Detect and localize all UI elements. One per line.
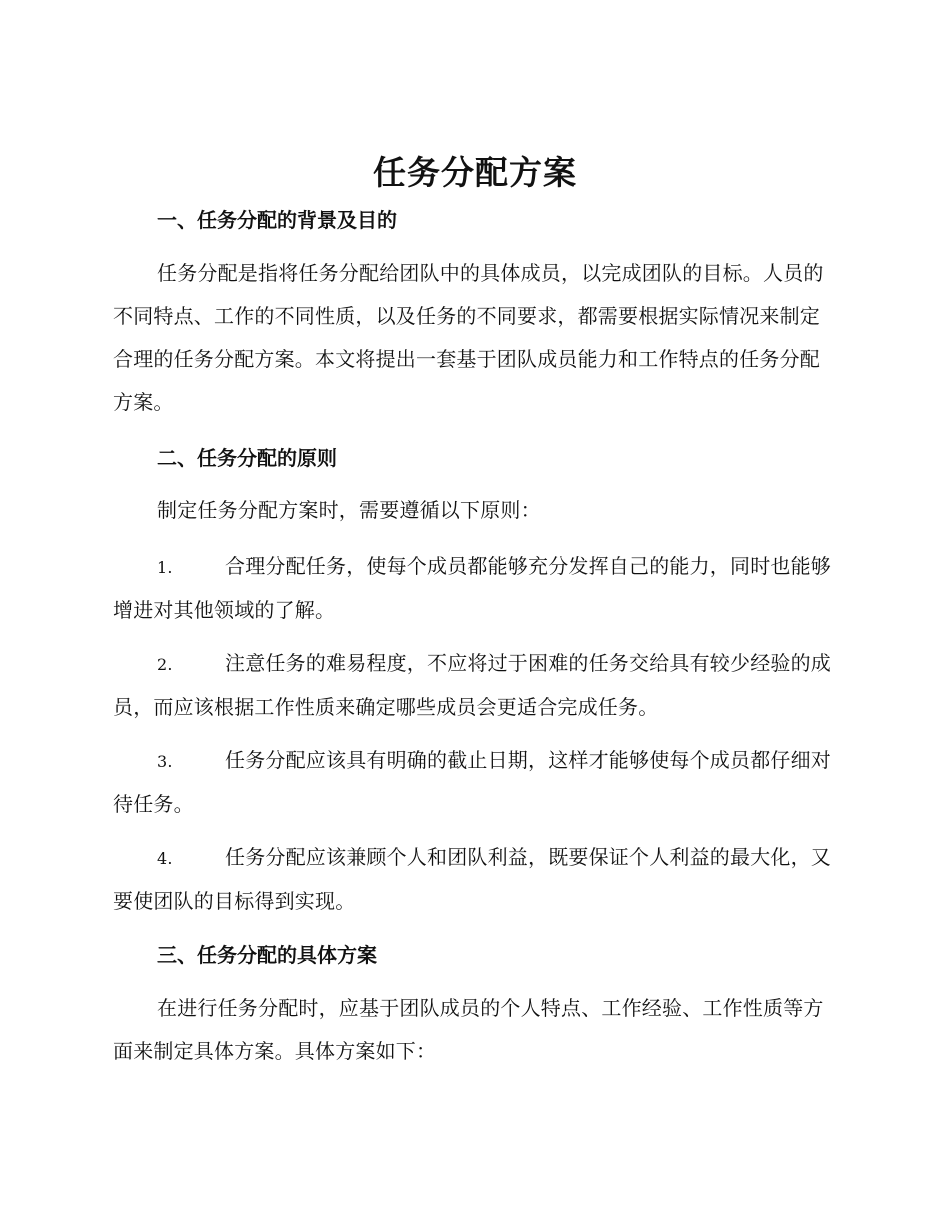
list-item-text: 合理分配任务，使每个成员都能够充分发挥自己的能力，同时也能够增进对其他领域的了解。 xyxy=(113,554,831,622)
list-item xyxy=(113,642,838,729)
list-item-text: 任务分配应该具有明确的截止日期，这样才能够使每个成员都仔细对待任务。 xyxy=(113,748,831,816)
section-heading-plan: 三、任务分配的具体方案 xyxy=(157,943,377,967)
list-item xyxy=(113,739,838,826)
list-item xyxy=(113,836,838,923)
list-item-number: 4. xyxy=(157,849,173,868)
list-item-number: 2. xyxy=(157,655,173,674)
document-title: 任务分配方案 xyxy=(373,153,577,192)
list-item-number: 1. xyxy=(157,558,173,577)
paragraph-background: 任务分配是指将任务分配给团队中的具体成员，以完成团队的目标。人员的不同特点、工作的不同性质，以及任务的不同要求，都需要根据实际情况来制定合理的任务分配方案。本文将提出一套基于团队成员能力和工作特点的任务分配方案。 xyxy=(113,261,824,414)
list-item-number: 3. xyxy=(157,752,173,771)
paragraph-plan: 在进行任务分配时，应基于团队成员的个人特点、工作经验、工作性质等方面来制定具体方案。具体方案如下： xyxy=(113,996,824,1063)
paragraph-principles-intro: 制定任务分配方案时，需要遵循以下原则： xyxy=(157,498,541,522)
section-heading-principles: 二、任务分配的原则 xyxy=(157,446,337,470)
section-heading-background: 一、任务分配的背景及目的 xyxy=(157,208,397,232)
list-item-text: 注意任务的难易程度，不应将过于困难的任务交给具有较少经验的成员，而应该根据工作性质来确定哪些成员会更适合完成任务。 xyxy=(113,651,831,719)
list-item-text: 任务分配应该兼顾个人和团队利益，既要保证个人利益的最大化，又要使团队的目标得到实现。 xyxy=(113,845,831,913)
list-item xyxy=(113,545,838,632)
